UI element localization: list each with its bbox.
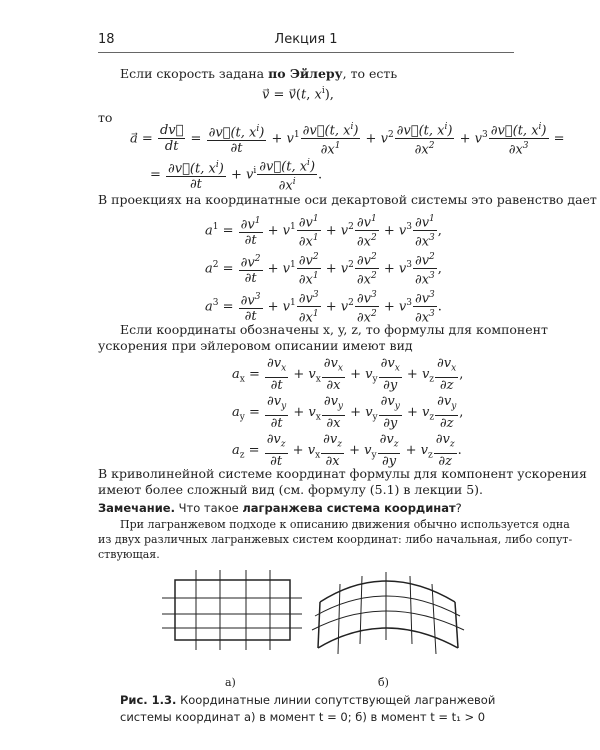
component-equation-az: $a_z$ = $\frac{\partial v_z}{\partial t}$ + $v_x$ $\frac{\partial v_z}{\partial x}$ + $v_y$ $\frac{\partial v_z}{\partial y}$ + $v_z$ $\frac{\partial v_z}{\partial z}$ . [232,432,462,469]
figure-label-a: а) [225,676,236,689]
acceleration-equation-line1: a⃗ = $\frac{dv}{dt}$ = $\frac{\partial v⃗(t, x^i)}{\partial t}$ + $v^1$ $\frac{\partial v⃗(t, x^i)}{\partial x^1}$ + $v^2$ $\frac{\partial v⃗(t, x^i)}{\partial x^2}$ + $v^3$ $\frac{\partial v⃗(t, x^i)}{\partial x^3}$ = [130,122,565,158]
figure-caption: Рис. 1.3. Координатные линии сопутствующей лагранжевой системы координат а) в момент t = 0; б) в момент t = t₁ > 0 [120,693,496,724]
component-equation-ay: $a_y$ = $\frac{\partial v_y}{\partial t}$ + $v_x$ $\frac{\partial v_y}{\partial x}$ + $v_y$ $\frac{\partial v_y}{\partial y}$ + $v_z$ $\frac{\partial v_y}{\partial z}$ , [232,394,464,431]
lagrange-text-line2: из двух различных лагранжевых систем координат: либо начальная, либо сопут- [98,533,573,546]
velocity-equation: v⃗ = v⃗(t, $x^i$), [262,86,334,103]
component-equation-ax: $a_x$ = $\frac{\partial v_x}{\partial t}$ + $v_x$ $\frac{\partial v_x}{\partial x}$ + $v_y$ $\frac{\partial v_x}{\partial y}$ + $v_z$ $\frac{\partial v_x}{\partial z}$ , [232,356,464,393]
figure-label-b: б) [378,676,389,689]
projection-equation-a3: $a^3$ = $\frac{\partial v^3}{\partial t}$ + $v^1$ $\frac{\partial v^3}{\partial x^1}$ + $v^2$ $\frac{\partial v^3}{\partial x^2}$ + $v^3$ $\frac{\partial v^3}{\partial x^3}$ . [205,290,442,326]
coords-text-line1: Если координаты обозначены x, y, z, то формулы для компонент [120,322,548,337]
curvilinear-text-line2: имеют более сложный вид (см. формулу (5.1) в лекции 5). [98,482,484,497]
text-to: то [98,110,113,125]
caption-label: Рис. 1.3. [120,693,177,707]
projections-text: В проекциях на координатные оси декартовой системы это равенство дает [98,192,597,207]
page-number: 18 [98,32,115,47]
lagrange-text-line3: ствующая. [98,548,160,561]
lagrange-text-line1: При лагранжевом подходе к описанию движения обычно используется одна [120,518,570,531]
remark-label: Замечание. [98,501,175,515]
projection-equation-a1: $a^1$ = $\frac{\partial v^1}{\partial t}$ + $v^1$ $\frac{\partial v^1}{\partial x^1}$ + $v^2$ $\frac{\partial v^1}{\partial x^2}$ + $v^3$ $\frac{\partial v^1}{\partial x^3}$ , [205,214,442,250]
coordinate-lines-figure [150,570,480,680]
projection-equation-a2: $a^2$ = $\frac{\partial v^2}{\partial t}$ + $v^1$ $\frac{\partial v^2}{\partial x^1}$ + $v^2$ $\frac{\partial v^2}{\partial x^2}$ + $v^3$ $\frac{\partial v^2}{\partial x^3}$ , [205,252,442,288]
lecture-title: Лекция 1 [274,32,338,47]
euler-intro: Если скорость задана по Эйлеру, то есть [120,66,398,81]
curvilinear-text-line1: В криволинейной системе координат формулы для компонент ускорения [98,466,587,481]
curved-grid [312,572,464,654]
remark: Замечание. Что такое лагранжева система координат? [98,501,462,515]
running-header [98,30,514,53]
coords-text-line2: ускорения при эйлеровом описании имеют вид [98,338,413,353]
rectangular-grid [162,570,302,650]
acceleration-equation-line2: = $\frac{\partial v⃗(t, x^i)}{\partial t}$ + $v^i$ $\frac{\partial v⃗(t, x^i)}{\partial x^i}$ . [150,158,323,194]
